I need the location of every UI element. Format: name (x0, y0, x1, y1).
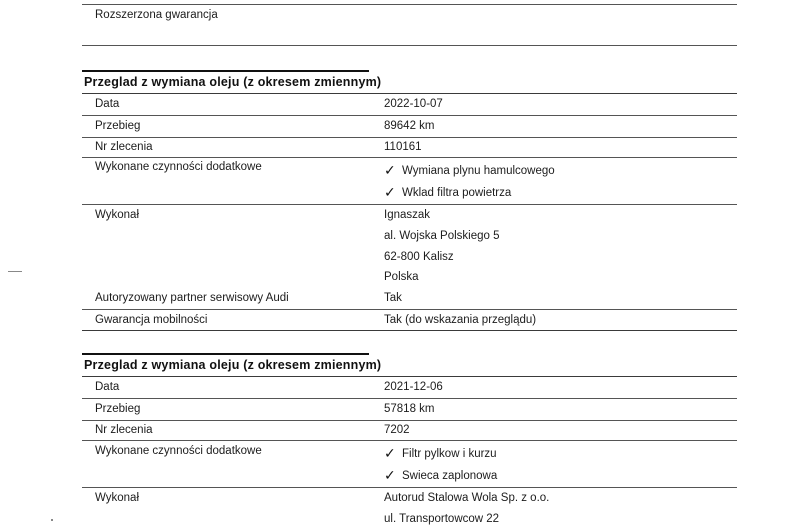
section-2-date-label: Data (95, 381, 120, 393)
section-2-row-rule (82, 398, 737, 399)
section-1-row-rule (82, 115, 737, 116)
section-2-title-rule (82, 376, 737, 377)
section-1-partner-label: Autoryzowany partner serwisowy Audi (95, 292, 289, 304)
section-1-order-value: 110161 (384, 141, 422, 153)
divider-top (82, 4, 737, 5)
section-2-performed-label: Wykonał (95, 492, 139, 504)
section-2-title: Przeglad z wymiana oleju (z okresem zmiennym) (84, 358, 382, 372)
section-1-row-rule (82, 204, 737, 205)
section-1-title: Przeglad z wymiana oleju (z okresem zmiennym) (84, 75, 382, 89)
divider-top-bottom (82, 45, 737, 46)
check-icon: ✓ (384, 467, 396, 483)
section-1-row-rule (82, 137, 737, 138)
section-2-date-value: 2021-12-06 (384, 381, 443, 393)
section-1-performer-line: Ignaszak (384, 209, 431, 221)
section-1-performer-line: 62-800 Kalisz (384, 251, 454, 263)
section-2-mileage-value: 57818 km (384, 403, 435, 415)
section-2-order-value: 7202 (384, 424, 410, 436)
section-1-performer-line: al. Wojska Polskiego 5 (384, 230, 500, 242)
section-1-extra-item: Wklad filtra powietrza (402, 187, 512, 199)
section-1-extra-item: Wymiana plynu hamulcowego (402, 165, 555, 177)
section-1-bottom-rule (82, 330, 737, 331)
section-2-extra-item: Swieca zaplonowa (402, 470, 498, 482)
section-2-extra-label: Wykonane czynności dodatkowe (95, 445, 262, 457)
section-1-mobility-value: Tak (do wskazania przeglądu) (384, 314, 537, 326)
section-2-order-label: Nr zlecenia (95, 424, 153, 436)
section-2-mileage-label: Przebieg (95, 403, 141, 415)
section-1-date-label: Data (95, 98, 120, 110)
section-2-performer-line: ul. Transportowcow 22 (384, 513, 500, 525)
section-1-mobility-label: Gwarancja mobilności (95, 314, 208, 326)
extended-warranty-label: Rozszerzona gwarancja (95, 9, 218, 21)
section-2-top-rule (82, 353, 369, 355)
section-1-top-rule (82, 70, 369, 72)
section-2-performer-line: Autorud Stalowa Wola Sp. z o.o. (384, 492, 550, 504)
section-1-performed-label: Wykonał (95, 209, 139, 221)
section-1-mileage-value: 89642 km (384, 120, 435, 132)
section-1-row-rule (82, 309, 737, 310)
section-1-mileage-label: Przebieg (95, 120, 141, 132)
section-2-row-rule (82, 487, 737, 488)
section-2-extra-item: Filtr pylkow i kurzu (402, 448, 497, 460)
section-2-row-rule (82, 440, 737, 441)
section-1-partner-value: Tak (384, 292, 402, 304)
margin-mark (8, 271, 22, 272)
section-1-extra-label: Wykonane czynności dodatkowe (95, 161, 262, 173)
check-icon: ✓ (384, 445, 396, 461)
check-icon: ✓ (384, 184, 396, 200)
section-1-order-label: Nr zlecenia (95, 141, 153, 153)
check-icon: ✓ (384, 162, 396, 178)
section-2-row-rule (82, 420, 737, 421)
scan-speck (51, 519, 53, 521)
section-1-date-value: 2022-10-07 (384, 98, 443, 110)
section-1-title-rule (82, 93, 737, 94)
section-1-row-rule (82, 157, 737, 158)
section-1-performer-line: Polska (384, 271, 419, 283)
